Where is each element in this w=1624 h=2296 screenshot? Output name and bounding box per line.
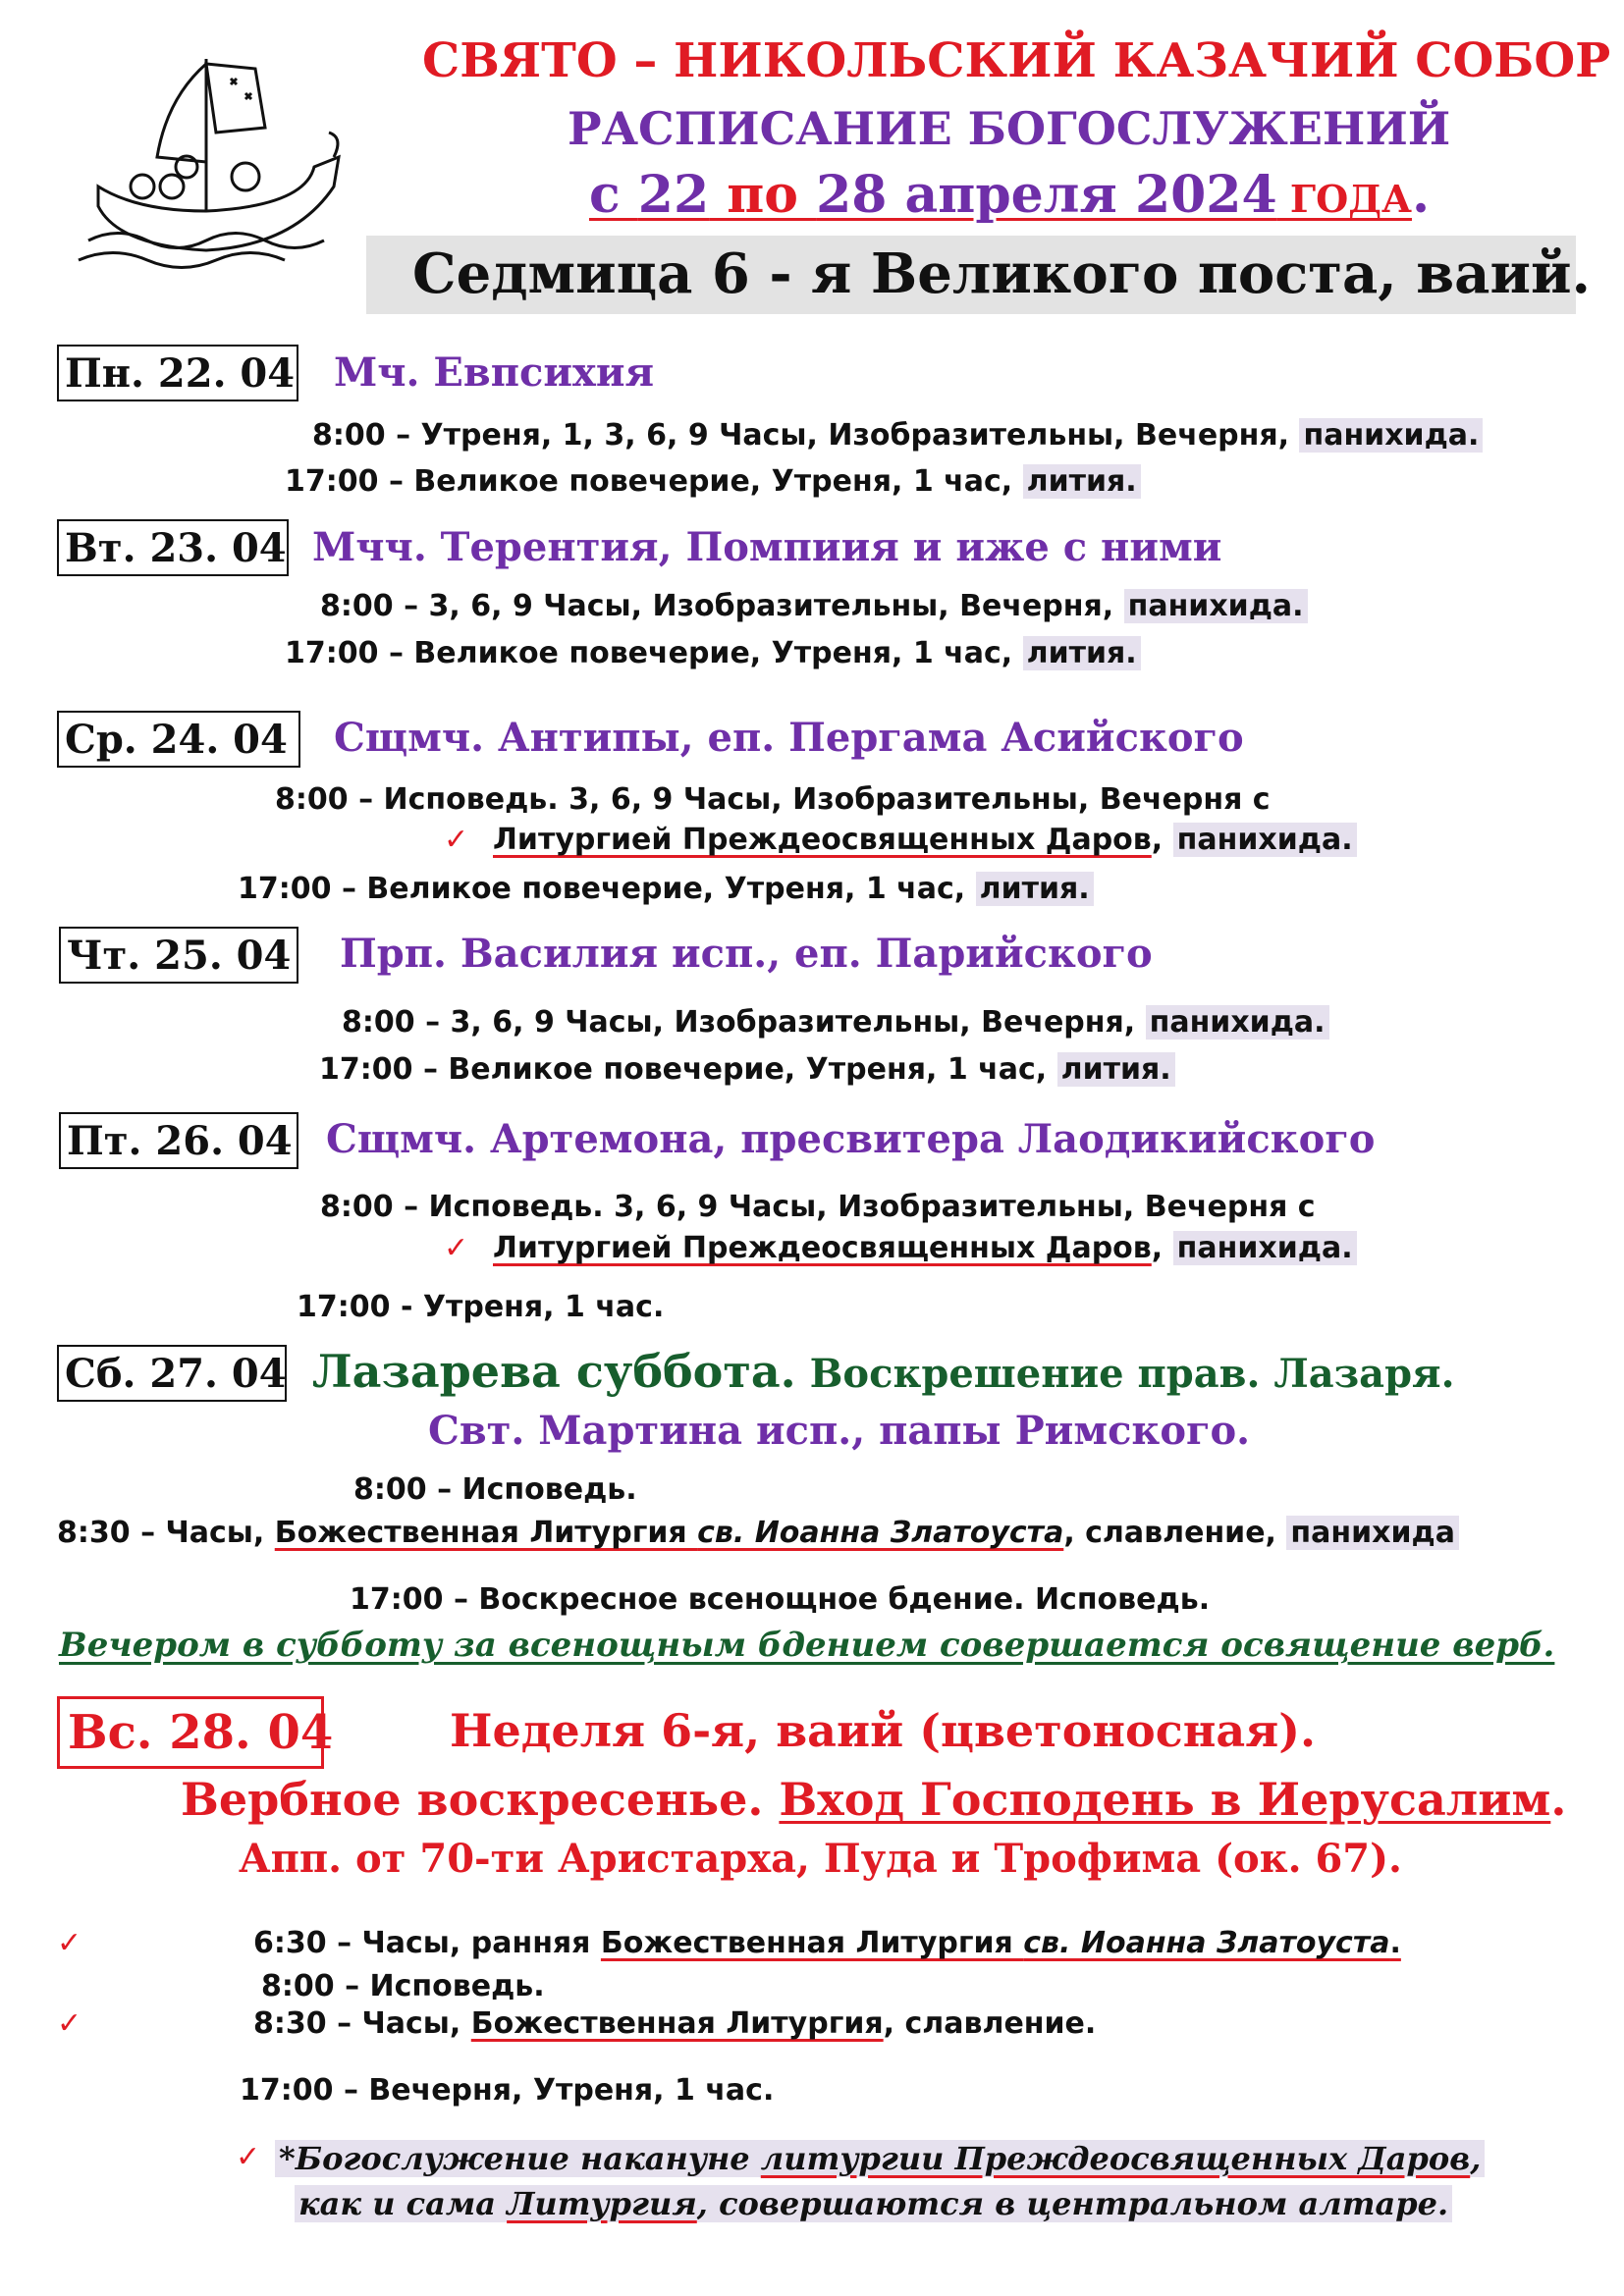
service-fri-evening: 17:00 - Утреня, 1 час. xyxy=(297,1290,665,1324)
sun-saints: Апп. от 70-ти Аристарха, Пуда и Трофима (ок. 67). xyxy=(239,1836,1402,1882)
date-fri: Пт. 26. 04 xyxy=(59,1112,298,1169)
ship-icon xyxy=(59,39,353,285)
date-sat: Сб. 27. 04 xyxy=(57,1345,287,1402)
service-thu-evening: 17:00 – Великое повечерие, Утреня, 1 час, лития. xyxy=(319,1052,1175,1087)
date-sun: Вс. 28. 04 xyxy=(57,1696,324,1769)
service-wed-morning: 8:00 – Исповедь. 3, 6, 9 Часы, Изобразительны, Вечерня с xyxy=(275,782,1271,817)
week-title: Седмица 6 - я Великого поста, ваий. xyxy=(412,241,1592,306)
feast-sat-2: Свт. Мартина исп., папы Римского. xyxy=(428,1408,1251,1454)
check-icon: ✓ xyxy=(444,823,469,857)
sun-title: Неделя 6-я, ваий (цветоносная). xyxy=(450,1704,1316,1757)
check-icon: ✓ xyxy=(444,1231,469,1265)
service-sun-early-liturgy: 6:30 – Часы, ранняя Божественная Литургия св. Иоанна Златоуста. xyxy=(253,1926,1401,1960)
feast-thu: Прп. Василия исп., еп. Парийского xyxy=(340,931,1153,977)
check-icon: ✓ xyxy=(57,2006,82,2041)
check-icon: ✓ xyxy=(57,1926,82,1960)
service-fri-morning: 8:00 – Исповедь. 3, 6, 9 Часы, Изобразительны, Вечерня с xyxy=(320,1190,1316,1224)
service-mon-morning: 8:00 – Утреня, 1, 3, 6, 9 Часы, Изобразительны, Вечерня, панихида. xyxy=(312,418,1483,453)
service-sun-confession: 8:00 – Исповедь. xyxy=(261,1969,545,2003)
check-icon: ✓ xyxy=(236,2140,261,2174)
date-wed: Ср. 24. 04 xyxy=(57,711,300,768)
date-mon: Пн. 22. 04 xyxy=(57,345,298,401)
feast-mon: Мч. Евпсихия xyxy=(334,349,655,396)
service-sun-liturgy: 8:30 – Часы, Божественная Литургия, славление. xyxy=(253,2006,1097,2041)
feast-tue: Мчч. Терентия, Помпиия и иже с ними xyxy=(312,524,1222,570)
service-tue-morning: 8:00 – 3, 6, 9 Часы, Изобразительны, Вечерня, панихида. xyxy=(320,589,1308,623)
footnote-line-1: *Богослужение накануне литургии Преждеосвященных Даров, xyxy=(275,2140,1485,2177)
date-tue: Вт. 23. 04 xyxy=(57,519,289,576)
service-sat-vigil: 17:00 – Воскресное всенощное бдение. Исповедь. xyxy=(350,1582,1211,1617)
date-thu: Чт. 25. 04 xyxy=(59,927,298,984)
service-mon-evening: 17:00 – Великое повечерие, Утреня, 1 час, лития. xyxy=(285,464,1141,499)
cathedral-title: СВЯТО – НИКОЛЬСКИЙ КАЗАЧИЙ СОБОР xyxy=(422,33,1611,88)
service-sat-liturgy: 8:30 – Часы, Божественная Литургия св. Иоанна Златоуста, славление, панихида xyxy=(57,1516,1459,1550)
feast-sat: Лазарева суббота. Воскрешение прав. Лазаря. xyxy=(312,1345,1455,1398)
schedule-title: РАСПИСАНИЕ БОГОСЛУЖЕНИЙ xyxy=(568,102,1451,155)
service-wed-liturgy: Литургией Преждеосвященных Даров, панихида. xyxy=(493,823,1357,857)
schedule-period: с 22 по 28 апреля 2024 ГОДА. xyxy=(589,165,1431,225)
feast-fri: Сщмч. Артемона, пресвитера Лаодикийского xyxy=(326,1116,1376,1162)
service-sun-evening: 17:00 – Вечерня, Утреня, 1 час. xyxy=(240,2073,775,2108)
service-thu-morning: 8:00 – 3, 6, 9 Часы, Изобразительны, Вечерня, панихида. xyxy=(342,1005,1329,1040)
feast-wed: Сщмч. Антипы, еп. Пергама Асийского xyxy=(334,715,1244,761)
service-tue-evening: 17:00 – Великое повечерие, Утреня, 1 час, лития. xyxy=(285,636,1141,670)
footnote-line-2: как и сама Литургия, совершаются в центральном алтаре. xyxy=(295,2185,1452,2222)
sat-note: Вечером в субботу за всенощным бдением совершается освящение верб. xyxy=(59,1626,1555,1665)
service-wed-evening: 17:00 – Великое повечерие, Утреня, 1 час, лития. xyxy=(238,872,1094,906)
service-fri-liturgy: Литургией Преждеосвященных Даров, панихида. xyxy=(493,1231,1357,1265)
sun-feast: Вербное воскресенье. Вход Господень в Иерусалим. xyxy=(181,1773,1567,1826)
service-sat-confession: 8:00 – Исповедь. xyxy=(353,1472,637,1507)
